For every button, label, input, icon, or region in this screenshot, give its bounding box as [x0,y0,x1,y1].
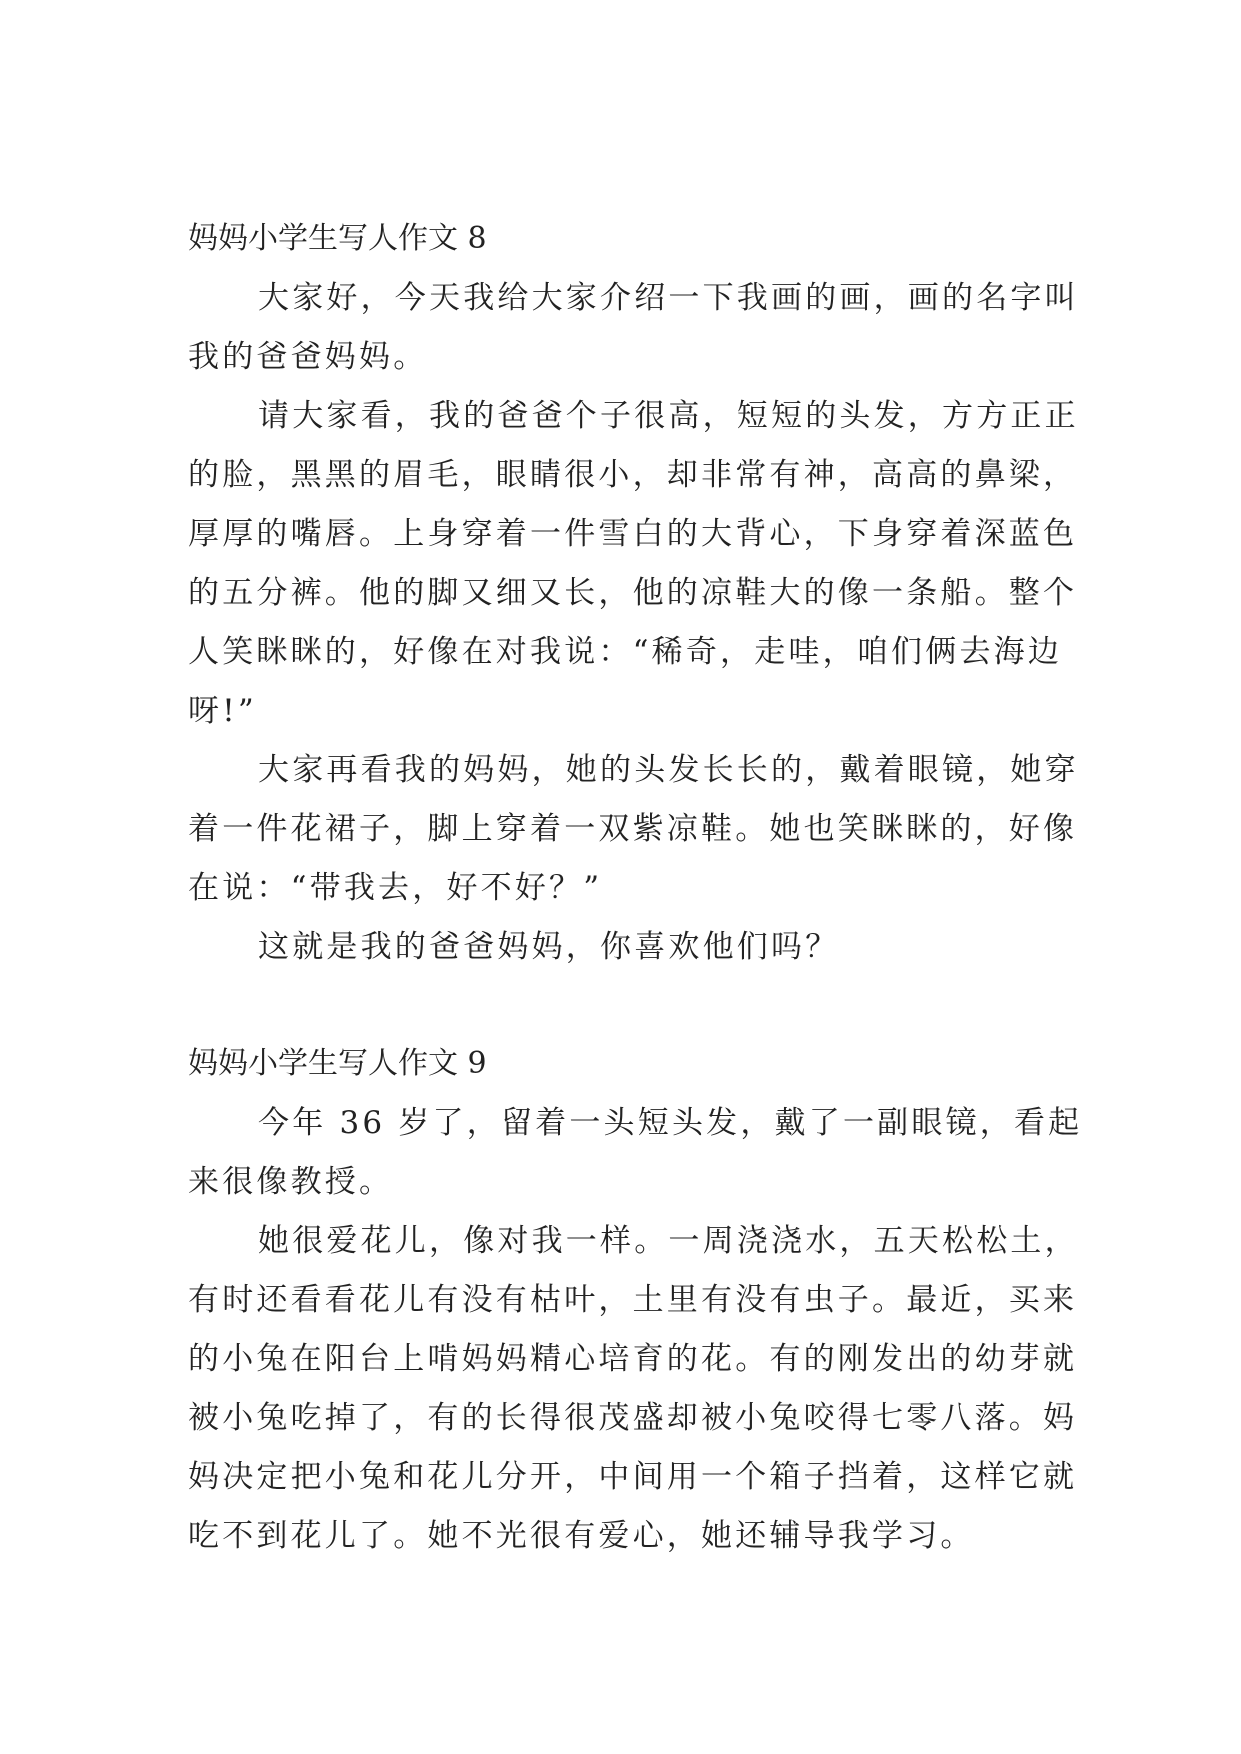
paragraph-line: 吃不到花儿了。她不光很有爱心，她还辅导我学习。 [188,1518,975,1554]
paragraph-line: 呀!” [188,693,257,729]
paragraph-line: 妈决定把小兔和花儿分开，中间用一个箱子挡着，这样它就 [188,1459,1078,1495]
paragraph-line: 厚厚的嘴唇。上身穿着一件雪白的大背心，下身穿着深蓝色 [188,516,1078,552]
paragraph-line: 大家再看我的妈妈，她的头发长长的，戴着眼镜，她穿 [258,752,1079,788]
paragraph-line: 我的爸爸妈妈。 [188,339,428,375]
paragraph-line: 着一件花裙子，脚上穿着一双紫凉鞋。她也笑眯眯的，好像 [188,811,1078,847]
paragraph-line: 这就是我的爸爸妈妈，你喜欢他们吗？ [258,929,840,965]
paragraph-line: 有时还看看花儿有没有枯叶，土里有没有虫子。最近，买来 [188,1282,1078,1318]
paragraph-line: 大家好，今天我给大家介绍一下我画的画，画的名字叫 [258,280,1079,316]
paragraph-line: 人笑眯眯的，好像在对我说：“稀奇，走哇，咱们俩去海边 [188,634,1063,670]
paragraph-line: 的小兔在阳台上啃妈妈精心培育的花。有的刚发出的幼芽就 [188,1341,1078,1377]
paragraph-line: 在说：“带我去，好不好？” [188,870,603,906]
section-title: 妈妈小学生写人作文 9 [188,1046,487,1081]
section-title: 妈妈小学生写人作文 8 [188,221,487,256]
paragraph-line: 的脸，黑黑的眉毛，眼睛很小，却非常有神，高高的鼻梁， [188,457,1078,493]
paragraph-line: 今年 36 岁了，留着一头短头发，戴了一副眼镜，看起 [258,1105,1083,1141]
paragraph-line: 的五分裤。他的脚又细又长，他的凉鞋大的像一条船。整个 [188,575,1078,611]
paragraph-line: 请大家看，我的爸爸个子很高，短短的头发，方方正正 [258,398,1079,434]
paragraph-line: 她很爱花儿，像对我一样。一周浇浇水，五天松松土， [258,1223,1079,1259]
paragraph-line: 来很像教授。 [188,1164,394,1200]
paragraph-line: 被小兔吃掉了，有的长得很茂盛却被小兔咬得七零八落。妈 [188,1400,1078,1436]
